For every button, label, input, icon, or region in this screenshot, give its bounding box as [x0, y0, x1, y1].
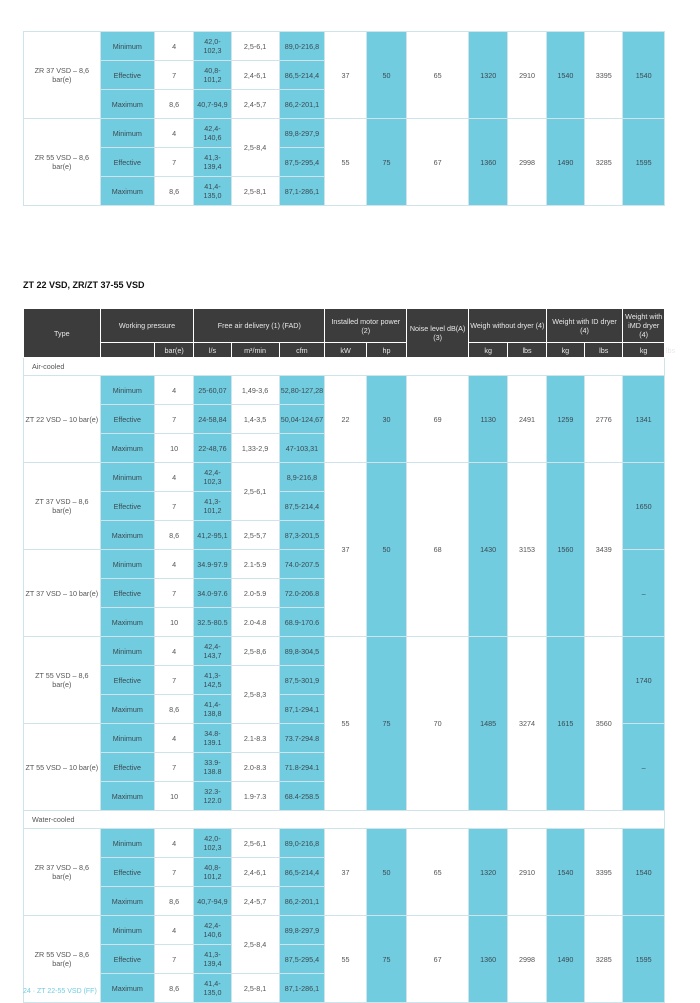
fad-m3: 2,4-6,1 [231, 61, 279, 90]
header-fad: Free air delivery (1) (FAD) [194, 309, 325, 343]
pressure-value: 8,6 [154, 90, 193, 119]
pressure-value: 10 [154, 434, 193, 463]
type-cell: ZR 37 VSD – 8,6 bar(e) [24, 32, 101, 119]
unit-lbs: lbs [585, 343, 623, 358]
type-cell: ZT 55 VSD – 8,6 bar(e) [24, 637, 101, 724]
fad-ls: 34.0-97.6 [194, 579, 231, 608]
fad-m3: 2,5-8,3 [231, 666, 279, 724]
noise-level: 68 [407, 463, 469, 637]
fad-cfm: 86,2-201,1 [279, 887, 325, 916]
weight-imd-kg: 1540 [623, 829, 665, 916]
pressure-value: 10 [154, 782, 193, 811]
pressure-label: Effective [100, 945, 154, 974]
fad-cfm: 68.4-258.5 [279, 782, 325, 811]
main-spec-table [23, 308, 665, 1003]
weight-without-kg: 1320 [469, 32, 508, 119]
weight-id-lbs: 3285 [585, 119, 623, 206]
weight-imd-kg: – [623, 724, 665, 811]
section-air-cooled: Air-cooled [24, 358, 665, 376]
pressure-value: 4 [154, 463, 193, 492]
pressure-label: Maximum [100, 90, 154, 119]
type-cell: ZR 37 VSD – 8,6 bar(e) [24, 829, 101, 916]
fad-ls: 41,2-95,1 [194, 521, 231, 550]
fad-m3: 2,4-5,7 [231, 887, 279, 916]
pressure-label: Effective [100, 666, 154, 695]
fad-ls: 40,8-101,2 [194, 61, 231, 90]
header-working-pressure: Working pressure [100, 309, 194, 343]
fad-cfm: 89,8-297,9 [279, 916, 325, 945]
motor-kw: 37 [325, 463, 367, 637]
pressure-value: 4 [154, 829, 193, 858]
table-row [24, 916, 665, 945]
pressure-value: 7 [154, 579, 193, 608]
pressure-label: Minimum [100, 463, 154, 492]
fad-m3: 2,5-8,6 [231, 637, 279, 666]
header-weight-imd: Weight with iMD dryer (4) [623, 309, 665, 343]
pressure-value: 7 [154, 666, 193, 695]
fad-ls: 41,3-139,4 [194, 148, 231, 177]
fad-cfm: 71.8-294.1 [279, 753, 325, 782]
unit-lbs: lbs [508, 343, 546, 358]
motor-kw: 22 [325, 376, 367, 463]
weight-id-lbs: 3395 [585, 829, 623, 916]
fad-cfm: 87,3-201,5 [279, 521, 325, 550]
fad-cfm: 72.0-206.8 [279, 579, 325, 608]
weight-id-kg: 1540 [546, 32, 584, 119]
pressure-value: 4 [154, 916, 193, 945]
fad-cfm: 74.0-207.5 [279, 550, 325, 579]
pressure-value: 10 [154, 608, 193, 637]
header-row [24, 309, 665, 343]
fad-ls: 24-58,84 [194, 405, 231, 434]
fad-cfm: 87,5-295,4 [279, 945, 325, 974]
fad-cfm: 86,5-214,4 [279, 61, 325, 90]
pressure-label: Maximum [100, 434, 154, 463]
fad-m3: 2.0-4.8 [231, 608, 279, 637]
pressure-value: 8,6 [154, 177, 193, 206]
pressure-label: Minimum [100, 376, 154, 405]
unit-kg: kg [546, 343, 584, 358]
pressure-value: 8,6 [154, 521, 193, 550]
fad-cfm: 47-103,31 [279, 434, 325, 463]
fad-ls: 42,4-140,6 [194, 916, 231, 945]
fad-ls: 34.8-139.1 [194, 724, 231, 753]
fad-ls: 41,3-139,4 [194, 945, 231, 974]
pressure-value: 8,6 [154, 695, 193, 724]
weight-id-kg: 1490 [546, 119, 584, 206]
pressure-label: Maximum [100, 695, 154, 724]
fad-cfm: 87,5-214,4 [279, 492, 325, 521]
type-cell: ZT 37 VSD – 8,6 bar(e) [24, 463, 101, 550]
fad-ls: 41,4-135,0 [194, 974, 231, 1003]
noise-level: 69 [407, 376, 469, 463]
pressure-value: 4 [154, 32, 193, 61]
noise-level: 65 [407, 32, 469, 119]
fad-m3: 2,5-8,1 [231, 974, 279, 1003]
fad-cfm: 86,5-214,4 [279, 858, 325, 887]
header-motor: Installed motor power (2) [325, 309, 407, 343]
motor-hp: 75 [366, 637, 406, 811]
pressure-label: Effective [100, 405, 154, 434]
weight-without-kg: 1360 [468, 916, 507, 1003]
unit-bar: bar(e) [154, 343, 193, 358]
pressure-value: 4 [154, 550, 193, 579]
fad-m3: 1,33-2,9 [231, 434, 279, 463]
weight-imd-kg: 1650 [623, 463, 665, 550]
fad-cfm: 87,1-294,1 [279, 695, 325, 724]
header-weight-id: Weight with ID dryer (4) [546, 309, 623, 343]
fad-m3: 2,5-6,1 [231, 463, 279, 521]
fad-cfm: 87,5-295,4 [279, 148, 325, 177]
weight-without-kg: 1485 [468, 637, 507, 811]
fad-m3: 2.0-8.3 [231, 753, 279, 782]
unit-ls: l/s [194, 343, 231, 358]
weight-id-kg: 1259 [546, 376, 584, 463]
fad-cfm: 89,8-304,5 [279, 637, 325, 666]
pressure-value: 4 [154, 724, 193, 753]
unit-hp: hp [366, 343, 406, 358]
top-spec-table [23, 31, 665, 206]
pressure-value: 7 [154, 148, 193, 177]
motor-hp: 30 [366, 376, 406, 463]
fad-cfm: 87,1-286,1 [279, 974, 325, 1003]
pressure-value: 7 [154, 858, 193, 887]
type-cell: ZT 22 VSD – 10 bar(e) [24, 376, 101, 463]
fad-m3: 2,5-6,1 [231, 829, 279, 858]
motor-hp: 75 [366, 119, 406, 206]
pressure-label: Maximum [100, 608, 154, 637]
fad-ls: 32.5-80.5 [194, 608, 231, 637]
pressure-value: 4 [154, 376, 193, 405]
weight-id-lbs: 3439 [585, 463, 623, 637]
pressure-value: 8,6 [154, 887, 193, 916]
fad-m3: 2.0-5.9 [231, 579, 279, 608]
fad-cfm: 89,8-297,9 [279, 119, 325, 148]
motor-hp: 50 [366, 32, 406, 119]
fad-cfm: 86,2-201,1 [279, 90, 325, 119]
table-row [24, 376, 665, 405]
fad-m3: 2,5-8,4 [231, 916, 279, 974]
pressure-value: 7 [154, 753, 193, 782]
fad-m3: 2,5-5,7 [231, 521, 279, 550]
pressure-label: Maximum [100, 177, 154, 206]
fad-cfm: 87,1-286,1 [279, 177, 325, 206]
pressure-label: Effective [100, 753, 154, 782]
fad-ls: 33.9-138.8 [194, 753, 231, 782]
page-footer: 24 · ZT 22-55 VSD (FF) [23, 988, 97, 995]
fad-m3: 1,49-3,6 [231, 376, 279, 405]
fad-m3: 1,4-3,5 [231, 405, 279, 434]
fad-ls: 25-60,07 [194, 376, 231, 405]
fad-cfm: 89,0-216,8 [279, 829, 325, 858]
weight-without-kg: 1320 [468, 829, 507, 916]
pressure-label: Minimum [100, 32, 154, 61]
header-type: Type [24, 309, 101, 358]
fad-ls: 41,4-138,8 [194, 695, 231, 724]
fad-ls: 42,4-140,6 [194, 119, 231, 148]
fad-ls: 41,3-101,2 [194, 492, 231, 521]
motor-kw: 55 [325, 119, 367, 206]
fad-m3: 2.1-8.3 [231, 724, 279, 753]
unit-cfm: cfm [279, 343, 325, 358]
fad-cfm: 68.9-170.6 [279, 608, 325, 637]
weight-without-lbs: 3274 [508, 637, 546, 811]
weight-imd-kg: 1341 [623, 376, 665, 463]
fad-cfm: 73.7-294.8 [279, 724, 325, 753]
fad-cfm: 50,04-124,67 [279, 405, 325, 434]
header-weight-without: Weigh without dryer (4) [468, 309, 546, 343]
noise-level: 67 [407, 916, 469, 1003]
weight-imd-kg: 1540 [623, 32, 665, 119]
pressure-value: 8,6 [154, 974, 193, 1003]
pressure-value: 4 [154, 637, 193, 666]
weight-id-lbs: 3395 [585, 32, 623, 119]
fad-ls: 40,7-94,9 [194, 887, 231, 916]
fad-cfm: 87,5-301,9 [279, 666, 325, 695]
weight-without-lbs: 2910 [508, 32, 546, 119]
type-cell: ZT 55 VSD – 10 bar(e) [24, 724, 101, 811]
fad-cfm: 52,80-127,28 [279, 376, 325, 405]
motor-hp: 50 [366, 463, 406, 637]
unit-kg: kg [468, 343, 507, 358]
weight-without-kg: 1430 [468, 463, 507, 637]
fad-ls: 42,0-102,3 [194, 829, 231, 858]
fad-ls: 34.9-97.9 [194, 550, 231, 579]
pressure-label: Maximum [100, 887, 154, 916]
fad-ls: 41,3-142,5 [194, 666, 231, 695]
unit-kg: kg [623, 343, 665, 358]
fad-ls: 22-48,76 [194, 434, 231, 463]
pressure-value: 7 [154, 945, 193, 974]
fad-cfm: 8,9-216,8 [279, 463, 325, 492]
fad-ls: 40,8-101,2 [194, 858, 231, 887]
pressure-value: 7 [154, 492, 193, 521]
pressure-label: Minimum [100, 724, 154, 753]
weight-without-kg: 1130 [468, 376, 507, 463]
fad-m3: 2,5-6,1 [231, 32, 279, 61]
weight-without-lbs: 2910 [508, 829, 546, 916]
table-row [24, 463, 665, 492]
pressure-label: Effective [100, 61, 154, 90]
pressure-label: Effective [100, 579, 154, 608]
weight-imd-kg: 1740 [623, 637, 665, 724]
pressure-label: Effective [100, 858, 154, 887]
weight-id-kg: 1540 [546, 829, 584, 916]
pressure-label: Effective [100, 148, 154, 177]
fad-m3: 2,5-8,4 [231, 119, 279, 177]
table-row [24, 637, 665, 666]
fad-m3: 2,5-8,1 [231, 177, 279, 206]
fad-m3: 2,4-5,7 [231, 90, 279, 119]
pressure-label: Minimum [100, 119, 154, 148]
weight-id-kg: 1560 [546, 463, 584, 637]
motor-hp: 50 [366, 829, 406, 916]
type-cell: ZR 55 VSD – 8,6 bar(e) [24, 119, 101, 206]
weight-id-lbs: 2776 [585, 376, 623, 463]
type-cell: ZR 55 VSD – 8,6 bar(e) [24, 916, 101, 1003]
section-title: ZT 22 VSD, ZR/ZT 37-55 VSD [23, 280, 145, 290]
table-row [24, 829, 665, 858]
fad-ls: 32.3-122.0 [194, 782, 231, 811]
pressure-value: 4 [154, 119, 193, 148]
table-row [24, 119, 665, 148]
weight-without-kg: 1360 [469, 119, 508, 206]
section-row [24, 358, 665, 376]
noise-level: 65 [407, 829, 469, 916]
section-row [24, 811, 665, 829]
motor-kw: 55 [325, 637, 367, 811]
fad-ls: 42,4-143,7 [194, 637, 231, 666]
pressure-label: Minimum [100, 637, 154, 666]
pressure-label: Minimum [100, 916, 154, 945]
weight-id-kg: 1490 [546, 916, 584, 1003]
unit-kw: kW [325, 343, 367, 358]
fad-ls: 42,0-102,3 [194, 32, 231, 61]
weight-without-lbs: 2491 [508, 376, 546, 463]
weight-id-kg: 1615 [546, 637, 584, 811]
motor-hp: 75 [366, 916, 406, 1003]
weight-imd-kg: – [623, 550, 665, 637]
weight-without-lbs: 3153 [508, 463, 546, 637]
type-cell: ZT 37 VSD – 10 bar(e) [24, 550, 101, 637]
pressure-label: Minimum [100, 829, 154, 858]
fad-ls: 41,4-135,0 [194, 177, 231, 206]
weight-imd-kg: 1595 [623, 916, 665, 1003]
weight-id-lbs: 3560 [585, 637, 623, 811]
table-row [24, 32, 665, 61]
pressure-value: 7 [154, 405, 193, 434]
fad-ls: 40,7-94,9 [194, 90, 231, 119]
motor-kw: 37 [325, 32, 367, 119]
noise-level: 67 [407, 119, 469, 206]
fad-m3: 2.1-5.9 [231, 550, 279, 579]
unit-row [24, 343, 665, 358]
weight-id-lbs: 3285 [585, 916, 623, 1003]
weight-without-lbs: 2998 [508, 119, 546, 206]
pressure-value: 7 [154, 61, 193, 90]
header-noise: Noise level dB(A) (3) [407, 309, 469, 358]
pressure-label: Effective [100, 492, 154, 521]
pressure-label: Minimum [100, 550, 154, 579]
fad-cfm: 89,0-216,8 [279, 32, 325, 61]
motor-kw: 55 [325, 916, 367, 1003]
fad-m3: 2,4-6,1 [231, 858, 279, 887]
weight-without-lbs: 2998 [508, 916, 546, 1003]
pressure-label: Maximum [100, 782, 154, 811]
weight-imd-kg: 1595 [623, 119, 665, 206]
motor-kw: 37 [325, 829, 367, 916]
pressure-label: Maximum [100, 974, 154, 1003]
noise-level: 70 [407, 637, 469, 811]
fad-ls: 42,4-102,3 [194, 463, 231, 492]
unit-m3: m³/min [231, 343, 279, 358]
section-water-cooled: Water-cooled [24, 811, 665, 829]
unit-empty [100, 343, 154, 358]
pressure-label: Maximum [100, 521, 154, 550]
fad-m3: 1.9-7.3 [231, 782, 279, 811]
